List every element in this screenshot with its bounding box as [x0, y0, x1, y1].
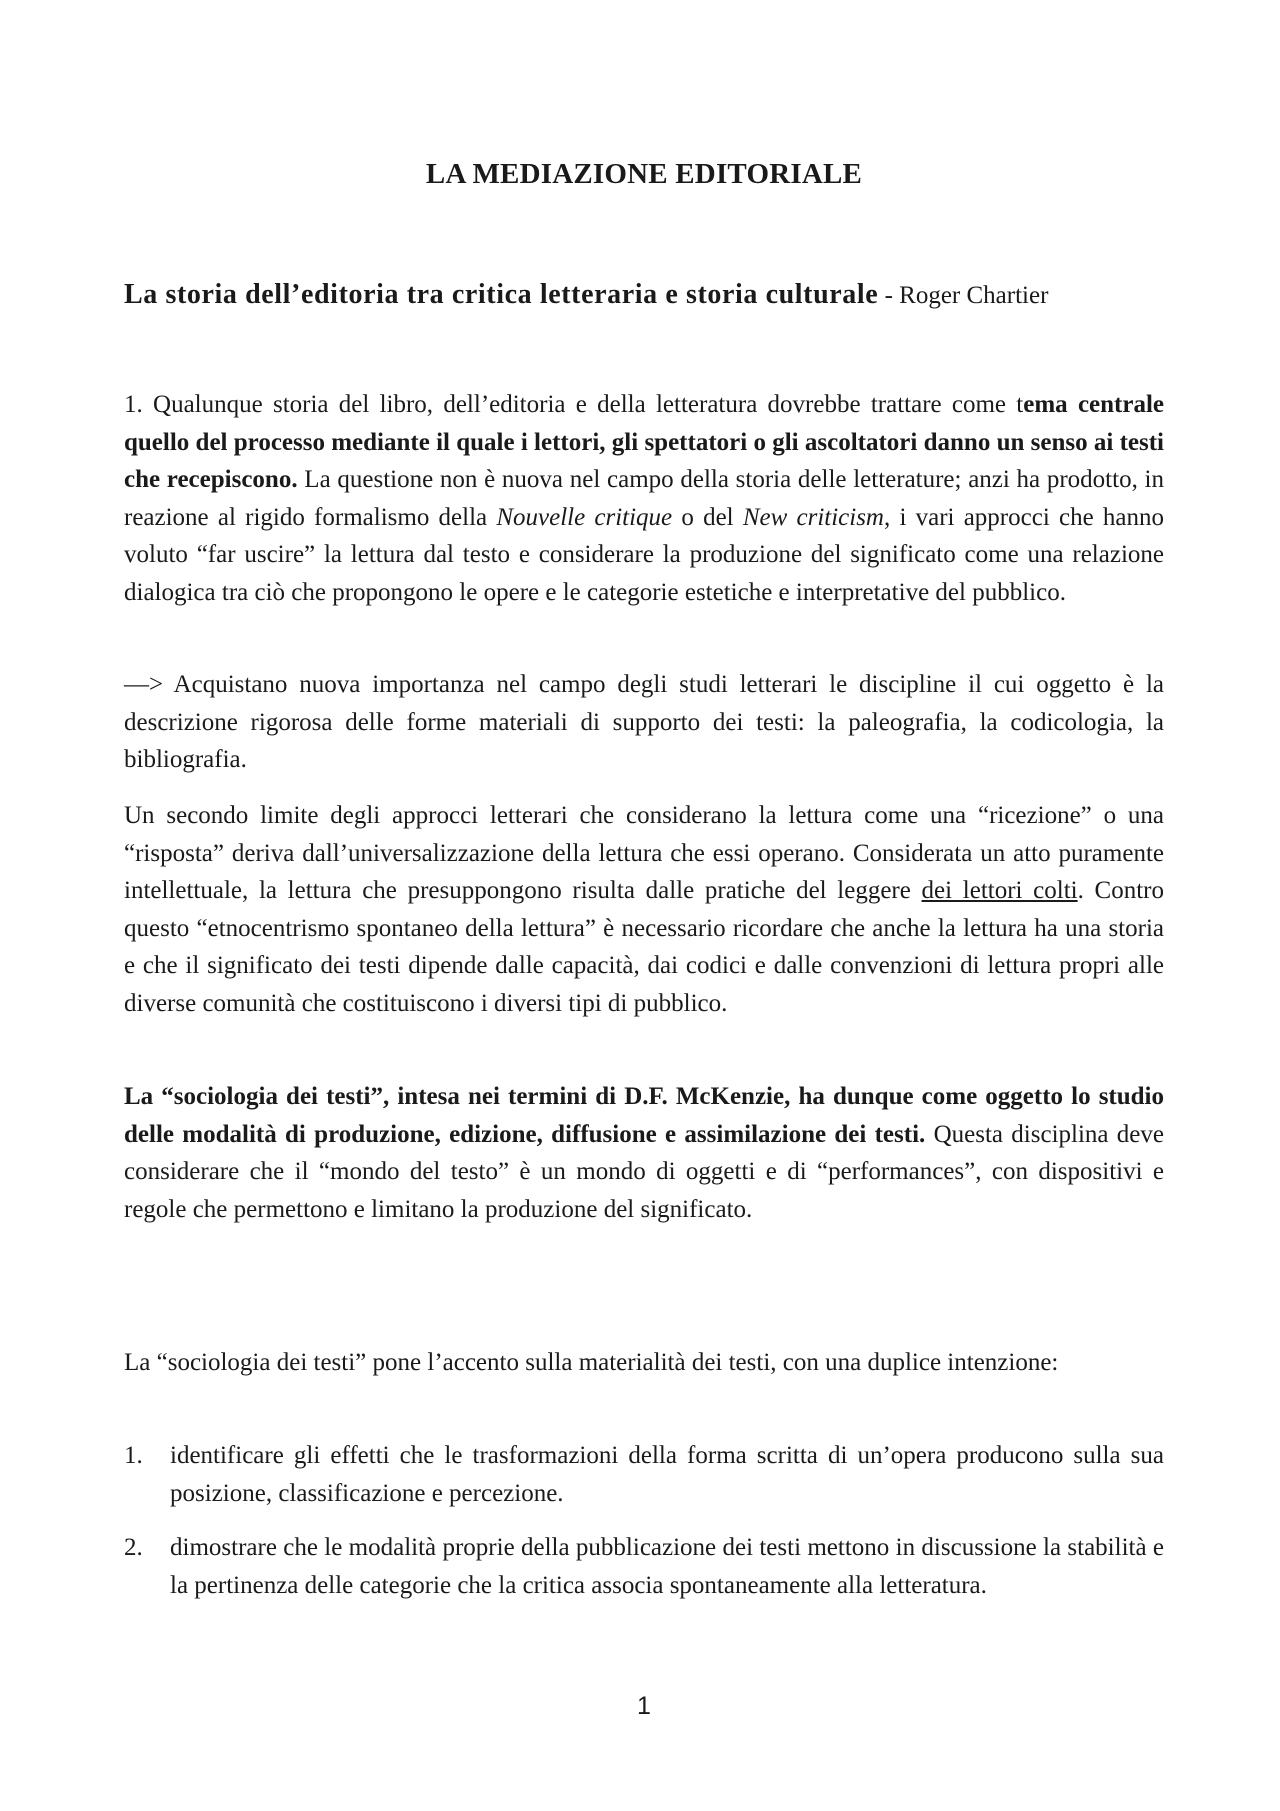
list-item [124, 1437, 1164, 1512]
numbered-list-item-1-wrapper [124, 1437, 1164, 1512]
paragraph-1-italic-nouvelle-critique: Nouvelle critique [496, 503, 673, 531]
paragraph-4-bold-definition: La “sociologia dei testi”, intesa nei termini di D.F. McKenzie, ha dunque come oggetto lo studio delle modalità di produzione, edizione, diffusione e assimilazione dei testi. [124, 1083, 1164, 1148]
list-item-text: dimostrare che le modalità proprie della pubblicazione dei testi mettono in discussione la stabilità e la pertinenza delle categorie che la critica associa spontaneamente alla letteratura. [170, 1534, 1164, 1599]
paragraph-1-text: La questione non è nuova nel campo della storia delle letterature; anzi ha prodotto, in reazione al rigido formalismo della [124, 466, 1164, 531]
section-heading-separator: - [878, 282, 900, 309]
paragraph-1-italic-new-criticism: New criticism [742, 503, 884, 531]
paragraph-4 [124, 1078, 1164, 1228]
paragraph-2: —> Acquistano nuova importanza nel campo degli studi letterari le discipline il cui oggetto è la descrizione rigorosa delle forme materiali di supporto dei testi: la paleografia, la codicologia, la bibliografia. [124, 671, 1164, 773]
section-heading-title: La storia dell’editoria tra critica letteraria e storia culturale [124, 279, 879, 310]
paragraph-3 [124, 797, 1164, 1022]
section-heading [124, 276, 1164, 315]
numbered-list-item-2-wrapper [124, 1529, 1164, 1604]
paragraph-3-text: Un secondo limite degli approcci letterari che considerano la lettura come una “ricezione” o una “risposta” deriva dall’universalizzazione della lettura che essi operano. Considerata un atto puramente intellettuale, la lettura che presuppongono risulta dalle pratiche del leggere [124, 802, 1164, 904]
list-item-number: 2. [124, 1534, 143, 1561]
paragraph-3-ending: . Contro questo “etnocentrismo spontaneo della lettura” è necessario ricordare che anche la lettura ha una storia e che il significato dei testi dipende dalle capacità, dai codici e dalle convenzioni di lettura propri alle diverse comunità che costituiscono i diversi tipi di pubblico. [124, 877, 1164, 1017]
paragraph-1-connector: o del [672, 503, 743, 531]
paragraph-1-bold-thesis: ema centrale quello del processo mediante il quale i lettori, gli spettatori o gli ascoltatori danno un senso ai testi che recepiscono. [124, 391, 1164, 493]
list-item-text: identificare gli effetti che le trasformazioni della forma scritta di un’opera producono sulla sua posizione, classificazione e percezione. [170, 1442, 1164, 1507]
paragraph-5: La “sociologia dei testi” pone l’accento sulla materialità dei testi, con una duplice intenzione: [124, 1349, 1059, 1376]
paragraph-3-underlined: dei lettori colti [921, 877, 1078, 904]
paragraph-4-text: Questa disciplina deve considerare che il “mondo del testo” è un mondo di oggetti e di “performances”, con dispositivi e regole che permettono e limitano la produzione del significato. [124, 1120, 1165, 1223]
document-title: LA MEDIAZIONE EDITORIALE [425, 158, 863, 190]
page-number: 1 [637, 1692, 651, 1720]
list-item [124, 1529, 1164, 1604]
list-item-number: 1. [124, 1442, 143, 1469]
section-heading-author: Roger Chartier [899, 282, 1049, 309]
paragraph-1-ending: , i vari approcci che hanno voluto “far uscire” la lettura dal testo e considerare la produzione del significato come una relazione dialogica tra ciò che propongono le opere e le categorie estetiche e interpretative del pubblico. [124, 503, 1164, 606]
paragraph-1 [124, 386, 1164, 611]
paragraph-1-intro: 1. Qualunque storia del libro, dell’editoria e della letteratura dovrebbe trattare come t [124, 391, 1024, 418]
